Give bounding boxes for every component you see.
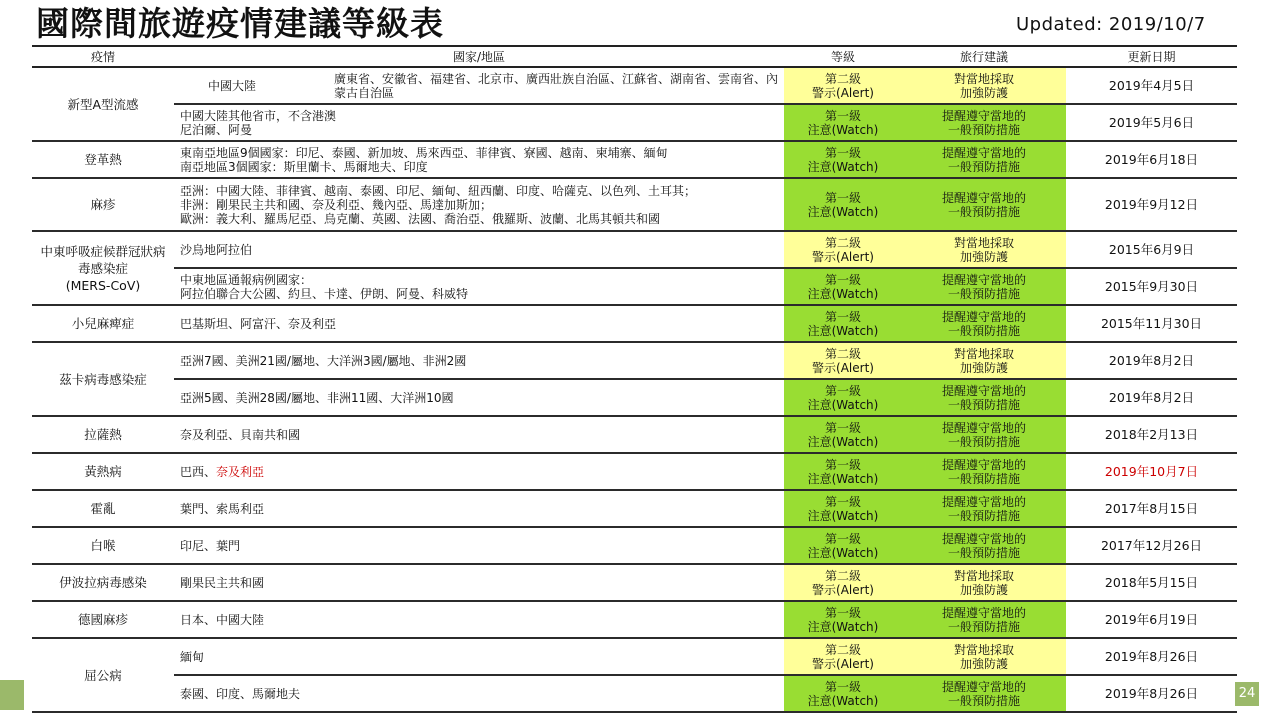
advice-cell (902, 231, 1066, 268)
advice-line: 一般預防措施 (947, 508, 1020, 523)
date-cell: 2015年6月9日 (1066, 231, 1237, 268)
disease-cell: 新型A型流感 (32, 67, 174, 141)
date-cell: 2019年6月19日 (1066, 601, 1237, 638)
region-cell (174, 67, 784, 104)
advice-cell (902, 527, 1066, 564)
level-detail: 注意(Watch) (807, 122, 879, 137)
column-header-disease: 疫情 (32, 48, 174, 67)
date-cell: 2015年11月30日 (1066, 305, 1237, 342)
advice-cell (902, 453, 1066, 490)
table-row (32, 305, 1237, 342)
level-name: 第一級 (824, 309, 861, 324)
level-cell (784, 416, 902, 453)
level-cell (784, 178, 902, 231)
table-row (32, 268, 1237, 305)
table-row (32, 416, 1237, 453)
region-cell: 沙烏地阿拉伯 (174, 231, 784, 268)
level-detail: 警示(Alert) (812, 582, 874, 597)
level-name: 第一級 (824, 531, 861, 546)
level-cell (784, 268, 902, 305)
advice-line: 對當地採取 (953, 235, 1014, 250)
table-row (32, 141, 1237, 178)
table-row (32, 379, 1237, 416)
advice-line: 對當地採取 (953, 642, 1014, 657)
disease-cell: 黃熱病 (32, 453, 174, 490)
region-cell: 奈及利亞、貝南共和國 (174, 416, 784, 453)
date-cell: 2019年5月6日 (1066, 104, 1237, 141)
level-name: 第一級 (824, 457, 861, 472)
advice-line: 一般預防措施 (947, 434, 1020, 449)
advice-line: 加強防護 (959, 360, 1008, 375)
region-cell: 剛果民主共和國 (174, 564, 784, 601)
table-row (32, 104, 1237, 141)
advice-line: 一般預防措施 (947, 286, 1020, 301)
level-name: 第一級 (824, 272, 861, 287)
level-name: 第二級 (824, 642, 861, 657)
date-cell: 2018年5月15日 (1066, 564, 1237, 601)
region-cell: 緬甸 (174, 638, 784, 675)
advice-cell (902, 268, 1066, 305)
level-cell (784, 490, 902, 527)
column-header-level: 等級 (784, 48, 902, 67)
table-row (32, 67, 1237, 104)
column-header-advice: 旅行建議 (902, 48, 1066, 67)
advice-line: 一般預防措施 (947, 471, 1020, 486)
level-cell (784, 453, 902, 490)
advice-line: 加強防護 (959, 249, 1008, 264)
advice-cell (902, 178, 1066, 231)
disease-cell: 登革熱 (32, 141, 174, 178)
disease-cell: 屈公病 (32, 638, 174, 712)
disease-cell: 中東呼吸症候群冠狀病 毒感染症 (MERS-CoV) (32, 231, 174, 305)
date-cell: 2019年4月5日 (1066, 67, 1237, 104)
level-detail: 注意(Watch) (807, 508, 879, 523)
level-detail: 警示(Alert) (812, 85, 874, 100)
level-cell (784, 564, 902, 601)
advice-line: 對當地採取 (953, 346, 1014, 361)
table-row (32, 638, 1237, 675)
level-detail: 注意(Watch) (807, 434, 879, 449)
table-row (32, 231, 1237, 268)
date-cell: 2019年8月2日 (1066, 342, 1237, 379)
level-name: 第一級 (824, 108, 861, 123)
level-detail: 警示(Alert) (812, 249, 874, 264)
level-detail: 注意(Watch) (807, 286, 879, 301)
advice-line: 提醒遵守當地的 (941, 494, 1026, 509)
disease-cell: 霍亂 (32, 490, 174, 527)
advice-cell (902, 141, 1066, 178)
date-cell: 2017年8月15日 (1066, 490, 1237, 527)
region-cell: 印尼、葉門 (174, 527, 784, 564)
advice-line: 提醒遵守當地的 (941, 272, 1026, 287)
region-cell (174, 453, 784, 490)
advice-line: 提醒遵守當地的 (941, 679, 1026, 694)
level-name: 第二級 (824, 346, 861, 361)
advice-cell (902, 67, 1066, 104)
region-text-highlight: 奈及利亞 (216, 464, 265, 479)
date-cell: 2019年8月26日 (1066, 675, 1237, 712)
date-cell: 2018年2月13日 (1066, 416, 1237, 453)
region-cell: 亞洲：中國大陸、菲律賓、越南、泰國、印尼、緬甸、紐西蘭、印度、哈薩克、以色列、土耳其； 非洲：剛果民主共和國、奈及利亞、幾內亞、馬達加斯加； 歐洲：義大利、羅馬尼亞、烏克蘭、英國、法國、喬治亞、俄羅斯、波蘭、北馬其頓共和國 (174, 178, 784, 231)
advice-cell (902, 638, 1066, 675)
region-cell: 日本、中國大陸 (174, 601, 784, 638)
advice-line: 提醒遵守當地的 (941, 309, 1026, 324)
advice-line: 一般預防措施 (947, 619, 1020, 634)
disease-cell: 小兒麻痺症 (32, 305, 174, 342)
level-cell (784, 141, 902, 178)
advice-line: 一般預防措施 (947, 122, 1020, 137)
level-cell (784, 305, 902, 342)
advice-cell (902, 305, 1066, 342)
level-name: 第一級 (824, 145, 861, 160)
advice-line: 提醒遵守當地的 (941, 190, 1026, 205)
date-cell: 2019年8月2日 (1066, 379, 1237, 416)
table-row (32, 675, 1237, 712)
date-cell: 2019年9月12日 (1066, 178, 1237, 231)
level-detail: 警示(Alert) (812, 656, 874, 671)
disease-cell: 拉薩熱 (32, 416, 174, 453)
level-cell (784, 231, 902, 268)
advice-line: 提醒遵守當地的 (941, 457, 1026, 472)
disease-cell: 白喉 (32, 527, 174, 564)
disease-cell: 德國麻疹 (32, 601, 174, 638)
column-header-region: 國家/地區 (174, 48, 784, 67)
advice-cell (902, 379, 1066, 416)
advice-line: 加強防護 (959, 85, 1008, 100)
travel-advisory-table (32, 48, 1237, 713)
table-row (32, 564, 1237, 601)
level-detail: 注意(Watch) (807, 545, 879, 560)
region-cell: 泰國、印度、馬爾地夫 (174, 675, 784, 712)
region-cell: 中東地區通報病例國家： 阿拉伯聯合大公國、約旦、卡達、伊朗、阿曼、科威特 (174, 268, 784, 305)
region-cell: 亞洲5國、美洲28國/屬地、非洲11國、大洋洲10國 (174, 379, 784, 416)
level-cell (784, 527, 902, 564)
advice-line: 一般預防措施 (947, 397, 1020, 412)
level-detail: 注意(Watch) (807, 159, 879, 174)
table-row (32, 490, 1237, 527)
level-name: 第一級 (824, 383, 861, 398)
level-cell (784, 675, 902, 712)
level-cell (784, 638, 902, 675)
region-cell: 中國大陸其他省市，不含港澳 尼泊爾、阿曼 (174, 104, 784, 141)
level-detail: 注意(Watch) (807, 204, 879, 219)
page-title: 國際間旅遊疫情建議等級表 (36, 4, 444, 43)
region-cell: 東南亞地區9個國家：印尼、泰國、新加坡、馬來西亞、菲律賓、寮國、越南、柬埔寨、緬甸 南亞地區3個國家：斯里蘭卡、馬爾地夫、印度 (174, 141, 784, 178)
advice-line: 對當地採取 (953, 568, 1014, 583)
advice-cell (902, 416, 1066, 453)
advice-line: 加強防護 (959, 656, 1008, 671)
advice-line: 一般預防措施 (947, 545, 1020, 560)
level-name: 第二級 (824, 235, 861, 250)
level-detail: 注意(Watch) (807, 323, 879, 338)
advice-line: 提醒遵守當地的 (941, 145, 1026, 160)
updated-date: Updated: 2019/10/7 (1016, 14, 1206, 35)
disease-cell: 麻疹 (32, 178, 174, 231)
advice-line: 一般預防措施 (947, 323, 1020, 338)
advice-cell (902, 490, 1066, 527)
footer-accent-left (0, 680, 24, 710)
advice-line: 一般預防措施 (947, 693, 1020, 708)
column-header-date: 更新日期 (1066, 48, 1237, 67)
advice-line: 加強防護 (959, 582, 1008, 597)
level-name: 第一級 (824, 605, 861, 620)
advice-cell (902, 675, 1066, 712)
advice-cell (902, 601, 1066, 638)
region-cell: 巴基斯坦、阿富汗、奈及利亞 (174, 305, 784, 342)
level-detail: 注意(Watch) (807, 397, 879, 412)
level-name: 第一級 (824, 420, 861, 435)
advice-line: 提醒遵守當地的 (941, 531, 1026, 546)
region-text: 廣東省、安徽省、福建省、北京市、廣西壯族自治區、江蘇省、湖南省、雲南省、內蒙古自治區 (334, 71, 779, 100)
level-name: 第一級 (824, 494, 861, 509)
table-row (32, 601, 1237, 638)
advice-line: 提醒遵守當地的 (941, 383, 1026, 398)
advice-cell (902, 104, 1066, 141)
advice-line: 提醒遵守當地的 (941, 420, 1026, 435)
advice-line: 對當地採取 (953, 71, 1014, 86)
table-header-row (32, 48, 1237, 67)
region-cell: 亞洲7國、美洲21國/屬地、大洋洲3國/屬地、非洲2國 (174, 342, 784, 379)
advice-cell (902, 564, 1066, 601)
table-row (32, 527, 1237, 564)
date-cell: 2019年10月7日 (1066, 453, 1237, 490)
disease-cell: 茲卡病毒感染症 (32, 342, 174, 416)
level-name: 第二級 (824, 71, 861, 86)
level-cell (784, 104, 902, 141)
region-text: 巴西、 (180, 464, 217, 479)
level-name: 第一級 (824, 679, 861, 694)
table-row (32, 453, 1237, 490)
advice-line: 一般預防措施 (947, 159, 1020, 174)
table-row (32, 178, 1237, 231)
table-row (32, 342, 1237, 379)
level-name: 第二級 (824, 568, 861, 583)
level-cell (784, 601, 902, 638)
level-cell (784, 342, 902, 379)
page-number: 24 (1235, 682, 1259, 706)
region-label: 中國大陸 (208, 78, 257, 93)
level-detail: 注意(Watch) (807, 619, 879, 634)
advice-line: 提醒遵守當地的 (941, 108, 1026, 123)
disease-cell: 伊波拉病毒感染 (32, 564, 174, 601)
advice-line: 提醒遵守當地的 (941, 605, 1026, 620)
date-cell: 2019年8月26日 (1066, 638, 1237, 675)
level-detail: 注意(Watch) (807, 471, 879, 486)
level-name: 第一級 (824, 190, 861, 205)
title-divider (32, 45, 1237, 47)
level-detail: 注意(Watch) (807, 693, 879, 708)
level-cell (784, 379, 902, 416)
level-detail: 警示(Alert) (812, 360, 874, 375)
date-cell: 2017年12月26日 (1066, 527, 1237, 564)
region-cell: 葉門、索馬利亞 (174, 490, 784, 527)
advice-cell (902, 342, 1066, 379)
date-cell: 2015年9月30日 (1066, 268, 1237, 305)
advice-line: 一般預防措施 (947, 204, 1020, 219)
date-cell: 2019年6月18日 (1066, 141, 1237, 178)
level-cell (784, 67, 902, 104)
